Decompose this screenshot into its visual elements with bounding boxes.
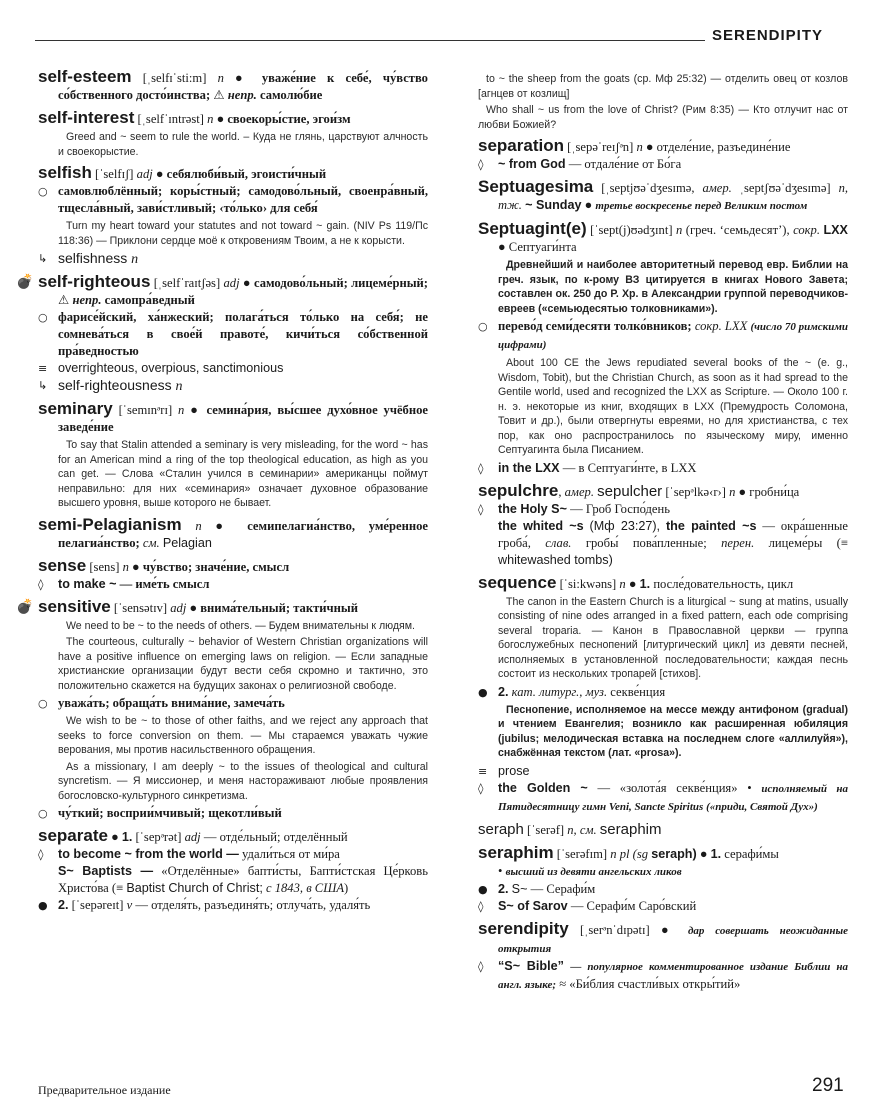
phrase: ~ Sunday bbox=[525, 198, 582, 212]
hollow-circle-icon: ○ bbox=[38, 697, 48, 710]
headword: separation bbox=[478, 136, 564, 155]
bullet-icon: ● bbox=[660, 922, 677, 937]
example: The courteous, culturally ~ behavior of Western Christian organizations will have a positive influence on emerging laws on religion. — Если западные христианские организации будут вести себя скромно и тактично, это положительно скажется на будущих законах о религиозной свободе. bbox=[58, 636, 428, 692]
note: исполняемый на Пятидесятницу гимн Veni, Sancte Spiritus («приди, Святой Дух») bbox=[498, 782, 848, 813]
pronunciation: [ˈsepᵊlkə‹r›] bbox=[665, 484, 726, 499]
diamond-icon: ◊ bbox=[478, 899, 484, 913]
synonym-icon: ≡ bbox=[38, 362, 48, 375]
translation: Септуаги́нта bbox=[508, 240, 577, 254]
entry-seraph bbox=[478, 821, 848, 839]
bullet-icon: ● bbox=[216, 112, 225, 126]
reference: (Мф 23:27), bbox=[589, 518, 661, 533]
entry-sense bbox=[38, 557, 428, 593]
sense-number: 2. bbox=[498, 881, 509, 896]
headword: self-righteous bbox=[38, 272, 151, 291]
idiom-translation: — окра́шенные гроба́, bbox=[498, 518, 848, 550]
sense-number: 2. bbox=[58, 898, 69, 912]
entry-septuagint bbox=[478, 220, 848, 477]
synonym-icon: ≡ bbox=[478, 764, 488, 778]
bullet-icon: ● bbox=[738, 484, 747, 499]
variant: sepulcher bbox=[597, 482, 663, 500]
headword: seraphim bbox=[478, 842, 554, 862]
part-of-speech: adj bbox=[184, 830, 201, 844]
entry-separate: separate ● 1. [ˈsepᵊrət] adj — отде́льный; отделённый ◊ to become ~ from the world — удали́ться от ми́ра S~ Baptists — «Отделённые» бапти́сты, Бапти́стская Це́рковь Христо́ва (≡ Baptist Church of Christ; с 1843, в США) ● 2. [ˈsepəreɪt] v — отделя́ть, разъединя́ть; отлуча́ть, удаля́ть bbox=[38, 826, 428, 912]
warning-icon: ⚠ bbox=[213, 88, 225, 102]
note: Древнейший и наиболее авторитетный перевод евр. Библии на греч. язык, по к-рому ВЗ цитируется в книгах Нового Завета; составлен ок. 250 до Р. Хр. в Александрии группой переводчиков-евреев («семьюдесятью толковниками»). bbox=[498, 259, 848, 315]
entry-seraphim bbox=[478, 844, 848, 915]
sense-number: 1. bbox=[639, 576, 651, 591]
pronunciation: [ˌserᵊnˈdɪpətɪ] bbox=[579, 922, 650, 937]
right-column bbox=[478, 70, 848, 999]
entry-self-esteem bbox=[38, 68, 428, 104]
headword: self-esteem bbox=[38, 67, 132, 86]
example: to ~ the sheep from the goats (ср. Мф 25:32) — отделить овец от козлов [агнцев от козлищ] bbox=[478, 73, 848, 100]
entry-separate-continued bbox=[478, 72, 848, 132]
part-of-speech: n bbox=[178, 403, 185, 417]
pronunciation: [ˈsensətɪv] bbox=[113, 600, 168, 615]
example: Greed and ~ seem to rule the world. – Куда не глянь, царствуют алчность и своекорыстие. bbox=[58, 131, 428, 158]
bullet-icon: ● bbox=[189, 600, 198, 615]
english-equivalent: Baptist Church of Christ; bbox=[126, 881, 263, 895]
idiom: the Holy S~ bbox=[498, 501, 567, 516]
label: амер. bbox=[702, 181, 732, 195]
pronunciation: [ˈserəf] bbox=[527, 822, 565, 837]
example: We wish to be ~ to those of other faiths, and we reject any approach that seeks to force conversion on them. — Мы стараемся уважать чужие верования, мы против насильственного обращения. bbox=[58, 715, 428, 756]
part-of-speech: n bbox=[175, 379, 183, 394]
pronunciation: [ˈsepᵊrət] bbox=[135, 830, 182, 844]
entry-sequence bbox=[478, 574, 848, 816]
bullet-icon: ● bbox=[498, 240, 506, 254]
label: непр. bbox=[227, 88, 257, 102]
translation: — отделя́ть, разъединя́ть; отлуча́ть, удаля́ть bbox=[135, 898, 371, 912]
idiom: in the LXX bbox=[498, 460, 560, 475]
cross-reference[interactable]: Pelagian bbox=[162, 535, 212, 550]
entry-separation bbox=[478, 137, 848, 173]
diamond-icon: ◊ bbox=[38, 577, 44, 591]
sense-number: 2. bbox=[498, 684, 509, 699]
translation: уваже́ние к себе́, чу́вство со́бственного досто́инства; bbox=[58, 71, 428, 102]
translation: своекоры́стие, эгои́зм bbox=[227, 112, 351, 126]
edition-note: Предварительное издание bbox=[38, 1083, 171, 1097]
singular-form: seraph) bbox=[651, 846, 697, 861]
headword: sepulchre bbox=[478, 480, 559, 500]
idiom-translation: — отдале́ние от Бо́га bbox=[568, 157, 682, 171]
headword: selfish bbox=[38, 163, 92, 182]
hollow-circle-icon: ○ bbox=[38, 185, 48, 198]
translation: лицеме́ры (≡ bbox=[768, 535, 848, 550]
idiom-translation: — име́ть смысл bbox=[119, 576, 210, 591]
diamond-icon: ◊ bbox=[478, 781, 484, 795]
translation: — отде́льный; отделённый bbox=[203, 830, 348, 844]
entry-semi-pelagianism bbox=[38, 516, 428, 552]
headword: Septuagint(e) bbox=[478, 219, 587, 238]
diamond-icon: ◊ bbox=[478, 959, 484, 973]
small-star-icon: • bbox=[498, 863, 503, 878]
bullet-icon: ● bbox=[132, 559, 140, 574]
label: слав. bbox=[545, 535, 572, 550]
translation: гробы́ пова́пленные; bbox=[585, 535, 707, 550]
part-of-speech: adj bbox=[170, 600, 187, 615]
translation: серафи́мы bbox=[724, 846, 779, 861]
part-of-speech: n bbox=[729, 484, 736, 499]
sense: фарисе́йский, ха́нжеский; полага́ться то́лько на себя́; не сомнева́ться в свое́й правоте́, кичи́ться со́бственной пра́ведностью bbox=[58, 310, 428, 358]
small-star-icon: • bbox=[747, 780, 752, 795]
pronunciation: [ˈsi:kwəns] bbox=[559, 576, 617, 591]
derivative: selfishness bbox=[58, 250, 128, 266]
translation: третье воскресенье перед Великим постом bbox=[595, 200, 808, 212]
translation: внима́тельный; такти́чный bbox=[200, 600, 358, 615]
label: амер. bbox=[564, 484, 594, 499]
example: To say that Stalin attended a seminary is very misleading, for the word ~ has for an American mind a ring of the top theological education, as high as you can get. — Слова «Сталин учился в семинарии» американцы поймут неправильно: для них «семинария» означает духовное образование высшего уровня, выше которого не бывает. bbox=[58, 439, 428, 509]
sense: чу́ткий; восприи́мчивый; щекотли́вый bbox=[58, 806, 282, 820]
translation: самопра́ведный bbox=[104, 293, 195, 307]
page-number: 291 bbox=[812, 1075, 844, 1096]
bullet-icon: ● bbox=[155, 167, 164, 181]
label: непр. bbox=[72, 293, 102, 307]
translation: семина́рия, вы́сшее духо́вное учёбное заведе́ние bbox=[58, 403, 428, 434]
part-of-speech: n bbox=[675, 223, 683, 237]
headword: seminary bbox=[38, 399, 113, 418]
hollow-circle-icon: ○ bbox=[38, 311, 48, 324]
sense: самовлюблённый; коры́стный; самодово́льный, своенра́вный, тщесла́вный, зави́стливый; ‹то́лько› для себя́ bbox=[58, 184, 428, 215]
bullet-icon: ● bbox=[242, 276, 251, 290]
part-of-speech: n bbox=[636, 140, 643, 154]
pronunciation: ˌseptʃʊəˈdʒesɪmə] bbox=[739, 181, 831, 195]
entry-septuagesima bbox=[478, 178, 848, 215]
headword: serendipity bbox=[478, 918, 569, 938]
bullet-icon: ● bbox=[190, 403, 201, 417]
entry-self-interest bbox=[38, 109, 428, 159]
translation: секве́нция bbox=[610, 684, 666, 699]
example: The canon in the Eastern Church is a liturgical ~ sung at matins, usually consisting of nine odes arranged in a fixed pattern, each ode comprising several troparia. — Канон в Православной церкви — группа богослужебных песнопений [литургический цикл] из девяти песней, исполняемых в установленной последовательности; каждая песнь состоит из нескольких тропарей [стихов]. bbox=[498, 595, 848, 680]
translation: дар совершать неожиданные открытия bbox=[498, 924, 849, 955]
part-of-speech: n pl (sg bbox=[610, 846, 649, 861]
pronunciation: [ˈsept(j)ʊədʒɪnt] bbox=[590, 223, 673, 237]
abbreviation: сокр. LXX bbox=[694, 319, 748, 333]
derivative-icon: ↳ bbox=[38, 252, 48, 265]
idiom: ~ from God bbox=[498, 157, 566, 171]
translation: семипелагиа́нство, уме́ренное пелагиа́нство; bbox=[58, 518, 429, 550]
idiom: the painted ~s bbox=[665, 518, 757, 533]
bullet-icon: ● bbox=[38, 899, 48, 912]
idiom-translation: — Серафи́м Саро́вский bbox=[570, 898, 697, 913]
diamond-icon: ◊ bbox=[478, 158, 484, 171]
header-rule bbox=[35, 40, 705, 41]
idiom-translation: удали́ться от ми́ра bbox=[242, 847, 340, 861]
derivative: self-righteousness bbox=[58, 377, 172, 393]
translation: себялюби́вый, эгоисти́чный bbox=[166, 167, 327, 181]
note: (число 70 римскими цифрами) bbox=[498, 321, 849, 351]
sense-number: 1. bbox=[121, 830, 133, 844]
idiom: to become ~ from the world — bbox=[58, 847, 239, 861]
idiom: S~ of Sarov bbox=[498, 898, 568, 913]
label: кат. литург., муз. bbox=[511, 684, 608, 699]
diamond-icon: ◊ bbox=[38, 848, 44, 861]
warning-icon: ⚠ bbox=[58, 293, 70, 307]
entry-selfish bbox=[38, 164, 428, 268]
headword: Septuagesima bbox=[478, 177, 594, 196]
headword: self-interest bbox=[38, 108, 135, 127]
sense: перево́д семи́десяти толко́вников; bbox=[498, 319, 692, 333]
see-label: см. bbox=[142, 535, 160, 550]
running-head: SERENDIPITY bbox=[712, 27, 824, 44]
translation: после́довательность, цикл bbox=[653, 576, 794, 591]
pronunciation: [ˈserəfɪm] bbox=[556, 846, 608, 861]
date-note: с 1843, в США bbox=[265, 881, 345, 895]
cross-reference[interactable]: seraphim bbox=[599, 820, 662, 838]
entry-serendipity bbox=[478, 920, 848, 994]
pronunciation: [ˈsepəreɪt] bbox=[71, 898, 124, 912]
note: Песнопение, исполняемое на мессе между антифоном (gradual) и чтением Евангелия; возникло как расширенная юбиляция (jubilus; мелодическая вставка на последнем слоге «аллилуйя»), снабжённая текстом (лат. «prosa»). bbox=[498, 703, 848, 759]
example: Who shall ~ us from the love of Christ? (Рим 8:35) — Кто отлучит нас от любви Божией? bbox=[478, 104, 848, 131]
pronunciation: [ˌselfˈɪntrəst] bbox=[137, 112, 204, 126]
entry-sepulchre: sepulchre, амер. sepulcher [ˈsepᵊlkə‹r›] n ● гробни́ца ◊ the Holy S~ — Гроб Госпо́день the whited ~s (Мф 23:27), the painted ~s — окра́шенные гроба́, слав. гробы́ пова́пленные; перен. лицеме́ры (≡ whitewashed tombs) bbox=[478, 480, 848, 567]
translation: гробни́ца bbox=[749, 484, 800, 499]
headword: seraph bbox=[478, 820, 524, 838]
pronunciation: [ˌselfˈraɪtʃəs] bbox=[153, 276, 221, 290]
example: As a missionary, I am deeply ~ to the issues of theological and cultural syncretism. — Я миссионер, и меня настораживают любые проявления богословско-культурного синкретизма. bbox=[58, 760, 428, 802]
translation: самолю́бие bbox=[259, 88, 323, 102]
diamond-icon: ◊ bbox=[478, 502, 484, 516]
left-column bbox=[16, 67, 429, 919]
idiom-translation: «Отделённые» бапти́сты, Бапти́стская Це́рковь Христо́ва (≡ bbox=[58, 864, 428, 895]
translation: самодово́льный; лицеме́рный; bbox=[253, 276, 428, 290]
sense: уважа́ть; обраща́ть внима́ние, замеча́ть bbox=[58, 696, 285, 710]
part-of-speech: adj bbox=[223, 276, 240, 290]
part-of-speech: n bbox=[207, 112, 214, 126]
see-label: см. bbox=[579, 822, 597, 837]
example: About 100 CE the Jews repudiated several books of the ~ (e. g., Wisdom, Tobit), but the Christian Church, as soon as it had spread to the Gentile world, used and recognized the LXX as Scripture. — Около 100 г. н. э. некоторые из книг, входящих в LXX (Премудрость Соломона, Товит и др.), были отвергнуты евреями, но для христианства, с тех пор, как оно распространилось по языческому миру, именно Септуагинта была Писанием. bbox=[498, 357, 848, 456]
bullet-icon: ● bbox=[645, 140, 654, 154]
english-equivalent: whitewashed tombs) bbox=[498, 552, 613, 567]
idiom: the Golden ~ bbox=[498, 780, 588, 795]
pronunciation: [ˌselfɪˈsti:m] bbox=[142, 71, 207, 85]
bullet-icon: ● bbox=[235, 71, 251, 85]
idiom-translation: ≈ «Би́блия счастли́вых откры́тий» bbox=[559, 976, 741, 991]
pronunciation: [ˈselfɪʃ] bbox=[95, 167, 134, 181]
bullet-icon: ● bbox=[478, 685, 488, 699]
translation: чу́вство; значе́ние, смысл bbox=[142, 559, 290, 574]
bullet-icon: ● bbox=[111, 830, 119, 844]
idiom: the whited ~s bbox=[498, 518, 584, 533]
headword: separate bbox=[38, 826, 108, 845]
bullet-icon: ● bbox=[215, 518, 234, 533]
headword: semi-Pelagianism bbox=[38, 514, 182, 534]
entry-sensitive bbox=[16, 596, 428, 823]
idiom-translation: — Гроб Госпо́день bbox=[570, 501, 671, 516]
part-of-speech: n, тж. bbox=[498, 181, 849, 212]
idiom: “S~ Bible” bbox=[498, 958, 564, 973]
headword: sensitive bbox=[38, 596, 111, 616]
pronunciation: [ˌseptjʊəˈdʒesɪmə, bbox=[601, 181, 695, 195]
headword: sequence bbox=[478, 572, 557, 592]
note: высший из девяти ангельских ликов bbox=[505, 865, 682, 878]
label: перен. bbox=[721, 535, 755, 550]
bomb-icon: 💣 bbox=[16, 598, 34, 615]
idiom: to make ~ bbox=[58, 576, 117, 591]
part-of-speech: n bbox=[122, 559, 129, 574]
bullet-icon: ● bbox=[628, 576, 637, 591]
part-of-speech: n bbox=[195, 518, 202, 533]
part-of-speech: n bbox=[131, 252, 139, 267]
translation: — Серафи́м bbox=[530, 881, 596, 896]
abbreviation: LXX bbox=[823, 223, 848, 237]
translation: отделе́ние, разъедине́ние bbox=[656, 140, 791, 154]
part-of-speech: adj bbox=[136, 167, 153, 181]
bullet-icon: ● bbox=[584, 198, 593, 212]
idiom: S~ Baptists — bbox=[58, 864, 154, 878]
synonyms: overrighteous, overpious, sanctimonious bbox=[58, 361, 284, 375]
bullet-icon: ● bbox=[699, 846, 708, 861]
sense-number: 1. bbox=[710, 846, 722, 861]
pronunciation: [ˌsepəˈreɪʃᵊn] bbox=[567, 140, 634, 154]
synonyms: prose bbox=[498, 763, 530, 778]
part-of-speech: n bbox=[619, 576, 626, 591]
phrase: S~ bbox=[511, 881, 528, 896]
part-of-speech: n, bbox=[567, 822, 577, 837]
hollow-circle-icon: ○ bbox=[478, 320, 488, 333]
idiom-translation: — в Септуаги́нте, в LXX bbox=[562, 460, 697, 475]
bomb-icon: 💣 bbox=[16, 274, 34, 290]
example: We need to be ~ to the needs of others. — Будем внимательны к людям. bbox=[66, 619, 415, 632]
derivative-icon: ↳ bbox=[38, 379, 48, 392]
label: сокр. bbox=[793, 223, 820, 237]
example: Turn my heart toward your statutes and not toward ~ gain. (NIV Ps 119/Пс 118:36) — Приклони сердце моё к откровениям Твоим, а не к корысти. bbox=[58, 220, 428, 247]
part-of-speech: v bbox=[126, 898, 133, 912]
idiom-translation: — «золота́я секве́нция» bbox=[597, 780, 738, 795]
pronunciation: [sens] bbox=[89, 559, 120, 574]
pronunciation: [ˈsemɪnᵊrɪ] bbox=[118, 403, 173, 417]
headword: sense bbox=[38, 555, 87, 575]
idiom-translation: — популярное комментированное издание Библии на англ. языке; bbox=[498, 960, 849, 991]
hollow-circle-icon: ○ bbox=[38, 807, 48, 820]
entry-seminary bbox=[38, 400, 428, 511]
diamond-icon: ◊ bbox=[478, 461, 484, 475]
bullet-icon: ● bbox=[478, 882, 488, 896]
entry-self-righteous bbox=[16, 272, 428, 395]
part-of-speech: n bbox=[217, 71, 224, 85]
etymology: (греч. ‘семьдесят’), bbox=[685, 223, 790, 237]
